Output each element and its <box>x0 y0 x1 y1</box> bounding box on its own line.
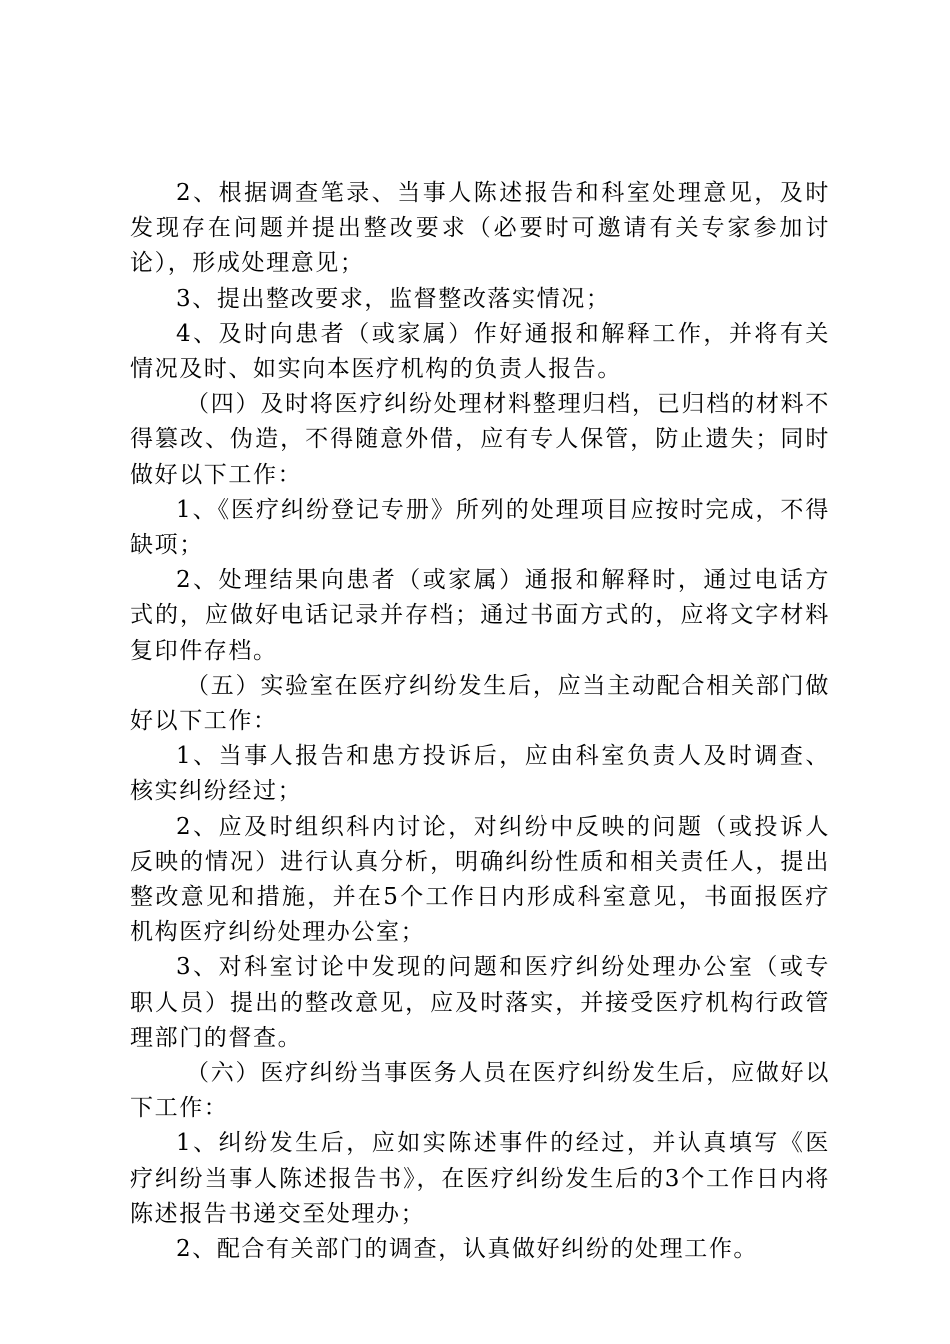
paragraph-item-4: 4、及时向患者（或家属）作好通报和解释工作，并将有关情况及时、如实向本医疗机构的负责人报告。 <box>130 320 830 383</box>
paragraph-item-2: 2、根据调查笔录、当事人陈述报告和科室处理意见，及时发现存在问题并提出整改要求（必要时可邀请有关专家参加讨论），形成处理意见； <box>130 180 830 277</box>
paragraph-item-3: 3、提出整改要求，监督整改落实情况； <box>176 285 611 312</box>
paragraph-item-2-notify: 2、处理结果向患者（或家属）通报和解释时，通过电话方式的，应做好电话记录并存档；通过书面方式的，应将文字材料复印件存档。 <box>130 567 830 664</box>
section-heading-four: （四）及时将医疗纠纷处理材料整理归档，已归档的材料不得篡改、伪造，不得随意外借，应有专人保管，防止遗失；同时做好以下工作： <box>130 391 830 488</box>
paragraph-item-3-implement: 3、对科室讨论中发现的问题和医疗纠纷处理办公室（或专职人员）提出的整改意见，应及时落实，并接受医疗机构行政管理部门的督查。 <box>130 954 830 1051</box>
paragraph-item-1-statement: 1、纠纷发生后，应如实陈述事件的经过，并认真填写《医疗纠纷当事人陈述报告书》，在医疗纠纷发生后的3个工作日内将陈述报告书递交至处理办； <box>130 1130 830 1227</box>
document-body <box>130 176 830 1267</box>
section-heading-six: （六）医疗纠纷当事医务人员在医疗纠纷发生后，应做好以下工作： <box>130 1060 830 1122</box>
paragraph-item-1-report: 1、当事人报告和患方投诉后，应由科室负责人及时调查、核实纠纷经过； <box>130 743 830 805</box>
section-heading-five: （五）实验室在医疗纠纷发生后，应当主动配合相关部门做好以下工作： <box>130 672 830 735</box>
paragraph-item-2-cooperate: 2、配合有关部门的调查，认真做好纠纷的处理工作。 <box>176 1236 759 1263</box>
paragraph-item-1-register: 1、《医疗纠纷登记专册》所列的处理项目应按时完成，不得缺项； <box>130 496 830 559</box>
paragraph-item-2-discuss: 2、应及时组织科内讨论，对纠纷中反映的问题（或投诉人反映的情况）进行认真分析，明确纠纷性质和相关责任人，提出整改意见和措施，并在5个工作日内形成科室意见，书面报医疗机构医疗纠纷处理办公室； <box>130 813 830 946</box>
